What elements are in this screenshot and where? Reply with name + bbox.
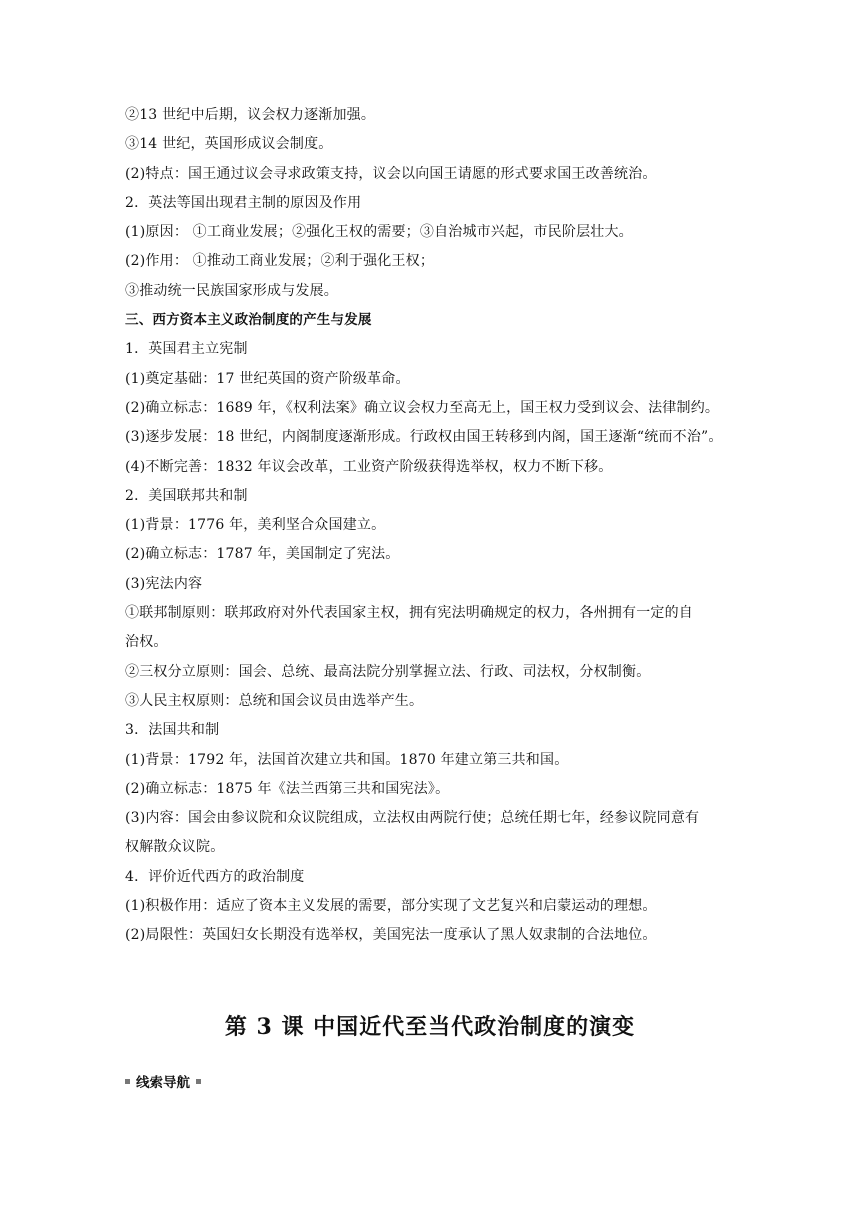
text-line: (4)不断完善：1832 年议会改革，工业资产阶级获得选举权，权力不断下移。: [125, 458, 613, 475]
text-line: 权解散众议院。: [125, 839, 225, 856]
square-bullet-icon: [125, 1079, 130, 1084]
text-line: (1)背景：1792 年，法国首次建立共和国。1870 年建立第三共和国。: [125, 751, 569, 768]
lesson-title: 第 3 课 中国近代至当代政治制度的演变: [224, 1014, 636, 1040]
text-line: (2)确立标志：1689 年，《权利法案》确立议会权力至高无上，国王权力受到议会、法律制约。: [125, 399, 720, 416]
text-line: ③推动统一民族国家形成与发展。: [125, 282, 338, 299]
text-line: (2)确立标志：1875 年《法兰西第三共和国宪法》。: [125, 780, 450, 797]
text-line: ③14 世纪，英国形成议会制度。: [125, 136, 333, 153]
square-bullet-icon: [196, 1079, 201, 1084]
nav-label-text: 线索导航: [136, 1075, 190, 1091]
text-line: (2)作用： ①推动工商业发展；②利于强化王权；: [125, 253, 435, 270]
text-line: 1．英国君主立宪制: [125, 341, 248, 358]
section-label: [125, 1071, 201, 1091]
text-line: (3)宪法内容: [125, 575, 203, 592]
text-line: (2)确立标志：1787 年，美国制定了宪法。: [125, 546, 400, 563]
text-line: 2．美国联邦共和制: [125, 487, 248, 504]
text-line: ①联邦制原则：联邦政府对外代表国家主权，拥有宪法明确规定的权力，各州拥有一定的自: [125, 605, 693, 622]
body-text: [125, 101, 745, 951]
text-line: ②13 世纪中后期，议会权力逐渐加强。: [125, 107, 376, 123]
text-line: (3)内容：国会由参议院和众议院组成，立法权由两院行使；总统任期七年，经参议院同意有: [125, 810, 700, 827]
text-line: (1)奠定基础：17 世纪英国的资产阶级革命。: [125, 370, 410, 387]
text-line: (3)逐步发展：18 世纪，内阁制度逐渐形成。行政权由国王转移到内阁，国王逐渐“统而不治”。: [125, 429, 723, 446]
text-line: 3．法国共和制: [125, 722, 220, 739]
text-line: (1)原因： ①工商业发展；②强化王权的需要；③自治城市兴起，市民阶层壮大。: [125, 224, 633, 241]
text-line: ②三权分立原则：国会、总统、最高法院分别掌握立法、行政、司法权，分权制衡。: [125, 663, 651, 680]
text-line: 治权。: [125, 634, 168, 651]
text-line: (2)局限性：英国妇女长期没有选举权，美国宪法一度承认了黑人奴隶制的合法地位。: [125, 927, 657, 944]
text-line: 2．英法等国出现君主制的原因及作用: [125, 194, 362, 211]
text-line: (2)特点：国王通过议会寻求政策支持，议会以向国王请愿的形式要求国王改善统治。: [125, 165, 657, 182]
text-line: ③人民主权原则：总统和国会议员由选举产生。: [125, 692, 424, 709]
text-line: (1)积极作用：适应了资本主义发展的需要，部分实现了文艺复兴和启蒙运动的理想。: [125, 898, 657, 915]
section-heading: 三、西方资本主义政治制度的产生与发展: [125, 312, 372, 329]
text-line: 4．评价近代西方的政治制度: [125, 868, 305, 885]
text-line: (1)背景：1776 年，美利坚合众国建立。: [125, 517, 386, 534]
